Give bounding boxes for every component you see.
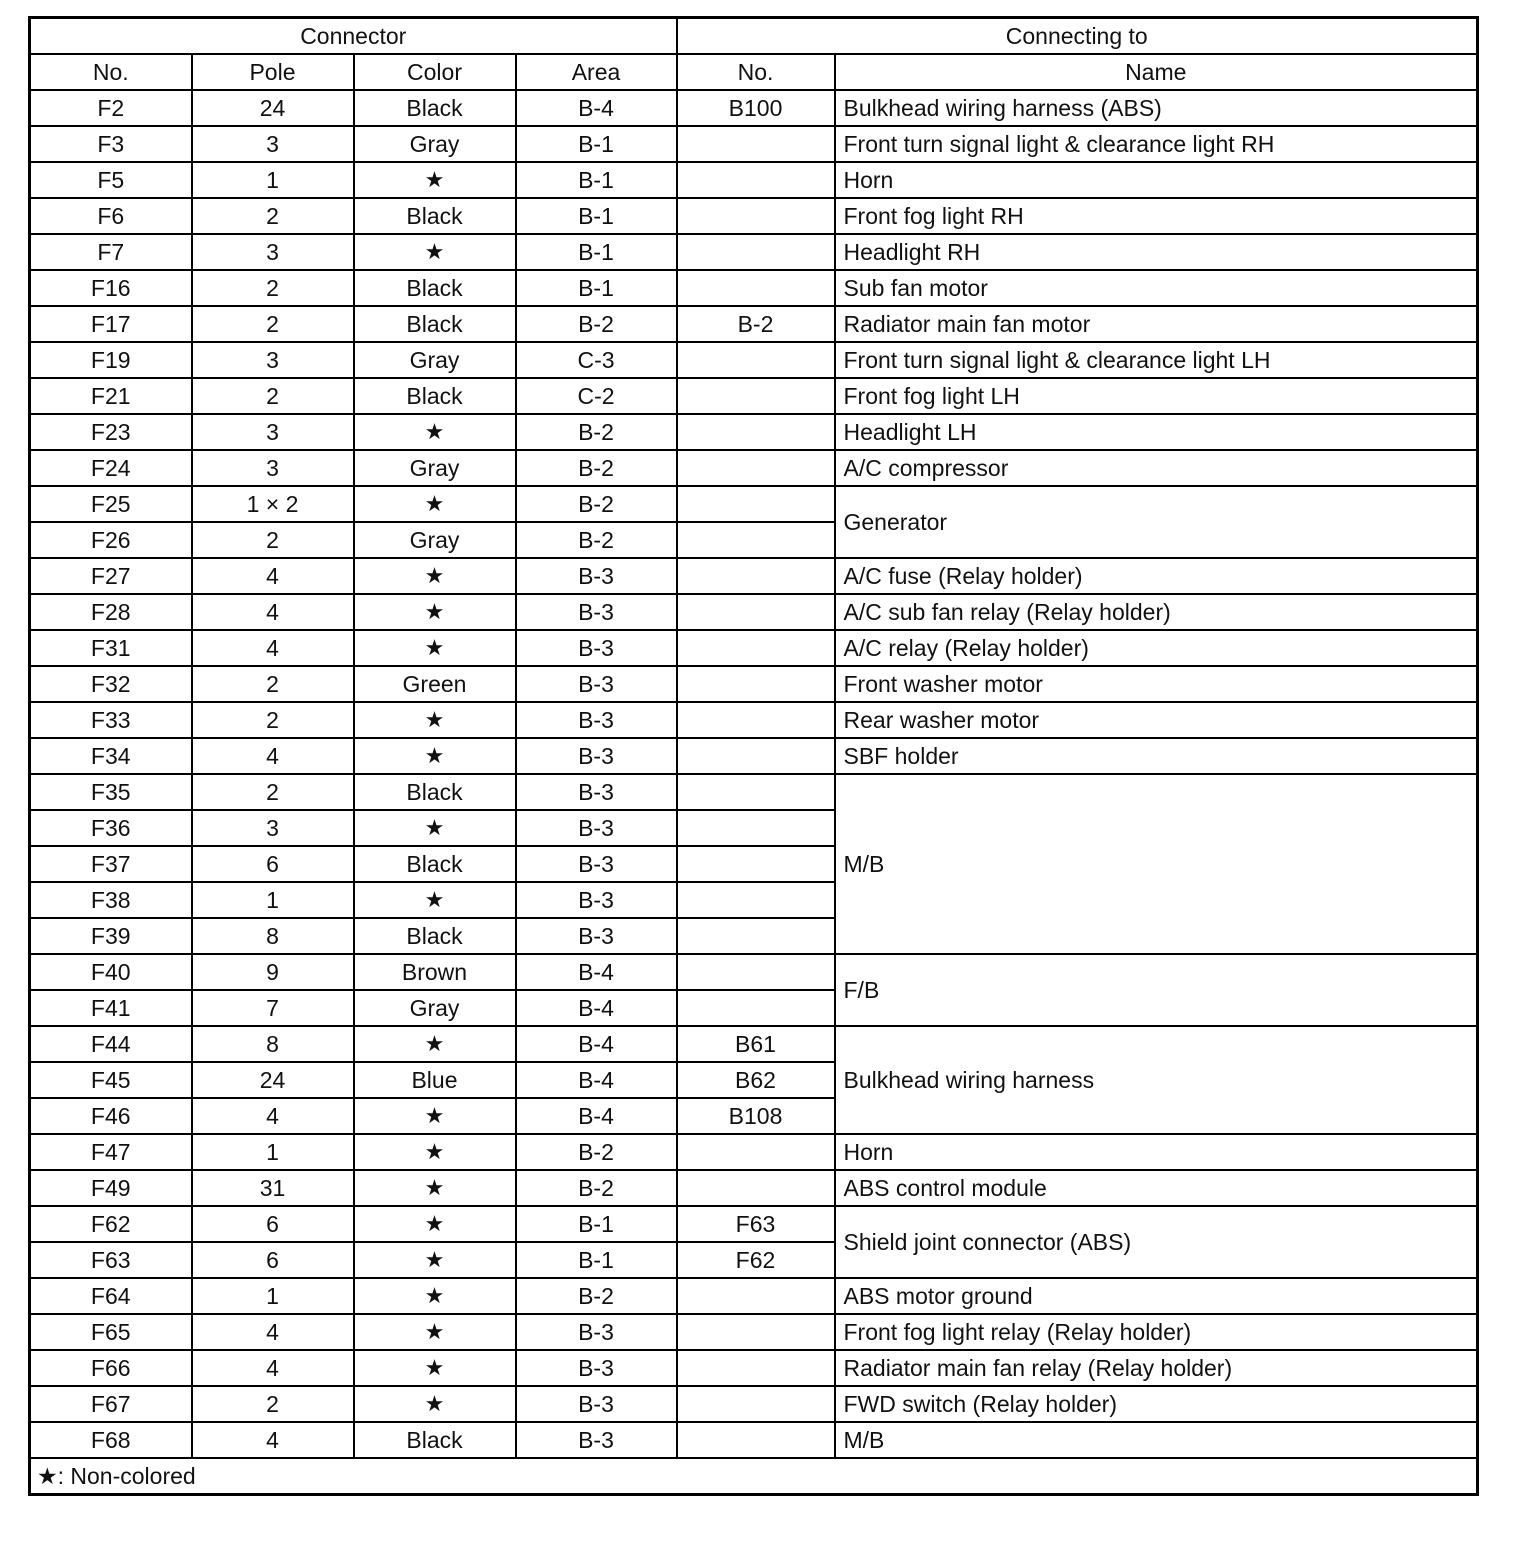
- connecting-no-column-header: No.: [677, 54, 835, 90]
- connecting-no-cell: [677, 1278, 835, 1314]
- color-cell: Gray: [354, 990, 516, 1026]
- area-cell: B-3: [516, 702, 677, 738]
- pole-cell: 6: [192, 1206, 354, 1242]
- color-cell: Gray: [354, 342, 516, 378]
- connecting-to-group-header: Connecting to: [677, 18, 1478, 55]
- connecting-name-cell: A/C compressor: [835, 450, 1478, 486]
- area-cell: C-3: [516, 342, 677, 378]
- area-cell: B-3: [516, 666, 677, 702]
- connecting-name-cell: Front fog light relay (Relay holder): [835, 1314, 1478, 1350]
- table-row: [30, 1206, 1478, 1242]
- connector-no-cell: F62: [30, 1206, 192, 1242]
- area-cell: B-3: [516, 1350, 677, 1386]
- connector-no-cell: F37: [30, 846, 192, 882]
- table-row: [30, 1170, 1478, 1206]
- color-cell: Black: [354, 1422, 516, 1458]
- color-cell: Gray: [354, 522, 516, 558]
- pole-cell: 1: [192, 882, 354, 918]
- connecting-name-cell: Horn: [835, 162, 1478, 198]
- connecting-name-cell: F/B: [835, 954, 1478, 1026]
- pole-cell: 4: [192, 594, 354, 630]
- table-row: [30, 1386, 1478, 1422]
- connecting-name-cell: Front turn signal light & clearance light RH: [835, 126, 1478, 162]
- connecting-name-cell: Headlight LH: [835, 414, 1478, 450]
- table-row: [30, 702, 1478, 738]
- area-cell: B-1: [516, 198, 677, 234]
- color-cell: Brown: [354, 954, 516, 990]
- connector-no-cell: F16: [30, 270, 192, 306]
- color-cell: Black: [354, 270, 516, 306]
- name-column-header: Name: [835, 54, 1478, 90]
- area-cell: B-2: [516, 522, 677, 558]
- pole-cell: 4: [192, 1098, 354, 1134]
- connector-no-cell: F17: [30, 306, 192, 342]
- color-cell: ★: [354, 594, 516, 630]
- pole-cell: 1: [192, 162, 354, 198]
- color-cell: ★: [354, 1026, 516, 1062]
- connecting-no-cell: [677, 990, 835, 1026]
- footnote-row: [30, 1458, 1478, 1495]
- connecting-no-cell: B61: [677, 1026, 835, 1062]
- pole-cell: 2: [192, 198, 354, 234]
- color-cell: ★: [354, 1314, 516, 1350]
- pole-cell: 9: [192, 954, 354, 990]
- connecting-no-cell: B-2: [677, 306, 835, 342]
- pole-cell: 1: [192, 1134, 354, 1170]
- connector-no-cell: F6: [30, 198, 192, 234]
- connecting-name-cell: Sub fan motor: [835, 270, 1478, 306]
- color-cell: ★: [354, 1386, 516, 1422]
- color-cell: ★: [354, 1170, 516, 1206]
- area-cell: B-1: [516, 1242, 677, 1278]
- table-row: [30, 270, 1478, 306]
- table-row: [30, 1026, 1478, 1062]
- connector-table-sheet: [28, 16, 1476, 1496]
- color-cell: ★: [354, 1098, 516, 1134]
- table-row: [30, 954, 1478, 990]
- area-cell: B-4: [516, 990, 677, 1026]
- table-row: [30, 162, 1478, 198]
- connector-no-cell: F2: [30, 90, 192, 126]
- connecting-name-cell: A/C sub fan relay (Relay holder): [835, 594, 1478, 630]
- connector-no-cell: F38: [30, 882, 192, 918]
- color-cell: ★: [354, 1134, 516, 1170]
- connector-no-cell: F65: [30, 1314, 192, 1350]
- pole-cell: 4: [192, 1314, 354, 1350]
- connecting-no-cell: [677, 738, 835, 774]
- area-cell: B-4: [516, 90, 677, 126]
- area-cell: C-2: [516, 378, 677, 414]
- connecting-name-cell: Front fog light LH: [835, 378, 1478, 414]
- column-header-row: [30, 54, 1478, 90]
- pole-cell: 2: [192, 306, 354, 342]
- connector-no-cell: F36: [30, 810, 192, 846]
- pole-column-header: Pole: [192, 54, 354, 90]
- pole-cell: 3: [192, 126, 354, 162]
- connecting-no-cell: [677, 1314, 835, 1350]
- connector-no-cell: F68: [30, 1422, 192, 1458]
- connecting-no-cell: [677, 1134, 835, 1170]
- pole-cell: 4: [192, 738, 354, 774]
- connecting-no-cell: [677, 774, 835, 810]
- area-cell: B-2: [516, 306, 677, 342]
- connecting-name-cell: Shield joint connector (ABS): [835, 1206, 1478, 1278]
- connecting-no-cell: [677, 1386, 835, 1422]
- table-row: [30, 666, 1478, 702]
- connecting-no-cell: [677, 414, 835, 450]
- color-cell: Black: [354, 90, 516, 126]
- area-cell: B-3: [516, 594, 677, 630]
- area-cell: B-2: [516, 1134, 677, 1170]
- pole-cell: 3: [192, 414, 354, 450]
- color-cell: Black: [354, 774, 516, 810]
- color-cell: ★: [354, 738, 516, 774]
- group-header-row: [30, 18, 1478, 55]
- connecting-no-cell: [677, 1170, 835, 1206]
- connector-no-cell: F26: [30, 522, 192, 558]
- color-cell: Gray: [354, 126, 516, 162]
- connecting-no-cell: [677, 234, 835, 270]
- color-cell: ★: [354, 414, 516, 450]
- area-cell: B-3: [516, 558, 677, 594]
- area-cell: B-3: [516, 1386, 677, 1422]
- area-cell: B-4: [516, 1098, 677, 1134]
- connecting-no-cell: [677, 522, 835, 558]
- connecting-no-cell: [677, 702, 835, 738]
- area-cell: B-1: [516, 126, 677, 162]
- connecting-no-cell: [677, 630, 835, 666]
- pole-cell: 3: [192, 450, 354, 486]
- connecting-no-cell: F62: [677, 1242, 835, 1278]
- connector-no-cell: F3: [30, 126, 192, 162]
- connecting-no-cell: [677, 270, 835, 306]
- connecting-name-cell: M/B: [835, 1422, 1478, 1458]
- connecting-name-cell: FWD switch (Relay holder): [835, 1386, 1478, 1422]
- area-cell: B-3: [516, 1314, 677, 1350]
- footnote: ★: Non-colored: [30, 1458, 1478, 1495]
- table-row: [30, 198, 1478, 234]
- connecting-no-cell: [677, 342, 835, 378]
- table-row: [30, 234, 1478, 270]
- area-cell: B-2: [516, 1170, 677, 1206]
- connecting-no-cell: B100: [677, 90, 835, 126]
- connecting-no-cell: [677, 1422, 835, 1458]
- connecting-no-cell: B62: [677, 1062, 835, 1098]
- table-row: [30, 306, 1478, 342]
- table-row: [30, 1350, 1478, 1386]
- color-cell: ★: [354, 810, 516, 846]
- connecting-no-cell: [677, 1350, 835, 1386]
- connecting-name-cell: M/B: [835, 774, 1478, 954]
- color-column-header: Color: [354, 54, 516, 90]
- area-cell: B-4: [516, 1026, 677, 1062]
- color-cell: ★: [354, 882, 516, 918]
- table-row: [30, 1422, 1478, 1458]
- connecting-name-cell: Bulkhead wiring harness: [835, 1026, 1478, 1134]
- pole-cell: 2: [192, 702, 354, 738]
- connector-no-cell: F63: [30, 1242, 192, 1278]
- pole-cell: 7: [192, 990, 354, 1026]
- table-row: [30, 1278, 1478, 1314]
- connecting-no-cell: [677, 558, 835, 594]
- table-row: [30, 1134, 1478, 1170]
- pole-cell: 1 × 2: [192, 486, 354, 522]
- connector-table: [28, 16, 1479, 1496]
- color-cell: Blue: [354, 1062, 516, 1098]
- area-cell: B-2: [516, 486, 677, 522]
- pole-cell: 2: [192, 1386, 354, 1422]
- connector-no-cell: F19: [30, 342, 192, 378]
- connector-no-cell: F35: [30, 774, 192, 810]
- color-cell: ★: [354, 702, 516, 738]
- connecting-no-cell: [677, 486, 835, 522]
- pole-cell: 6: [192, 1242, 354, 1278]
- area-cell: B-2: [516, 414, 677, 450]
- table-row: [30, 630, 1478, 666]
- area-cell: B-4: [516, 954, 677, 990]
- pole-cell: 4: [192, 558, 354, 594]
- table-row: [30, 774, 1478, 810]
- color-cell: ★: [354, 162, 516, 198]
- table-row: [30, 450, 1478, 486]
- connecting-name-cell: ABS motor ground: [835, 1278, 1478, 1314]
- connector-no-cell: F40: [30, 954, 192, 990]
- table-row: [30, 414, 1478, 450]
- area-column-header: Area: [516, 54, 677, 90]
- connecting-name-cell: Front washer motor: [835, 666, 1478, 702]
- connector-no-cell: F49: [30, 1170, 192, 1206]
- connecting-name-cell: SBF holder: [835, 738, 1478, 774]
- pole-cell: 3: [192, 342, 354, 378]
- connecting-name-cell: Front fog light RH: [835, 198, 1478, 234]
- connector-no-cell: F34: [30, 738, 192, 774]
- connector-no-cell: F67: [30, 1386, 192, 1422]
- connecting-no-cell: [677, 954, 835, 990]
- connector-no-cell: F7: [30, 234, 192, 270]
- connector-no-cell: F31: [30, 630, 192, 666]
- table-row: [30, 126, 1478, 162]
- pole-cell: 2: [192, 270, 354, 306]
- color-cell: Black: [354, 846, 516, 882]
- connecting-name-cell: Generator: [835, 486, 1478, 558]
- pole-cell: 4: [192, 1350, 354, 1386]
- connecting-name-cell: Front turn signal light & clearance light LH: [835, 342, 1478, 378]
- color-cell: ★: [354, 1242, 516, 1278]
- pole-cell: 3: [192, 234, 354, 270]
- table-row: [30, 558, 1478, 594]
- connector-no-cell: F25: [30, 486, 192, 522]
- connector-no-cell: F66: [30, 1350, 192, 1386]
- connecting-no-cell: B108: [677, 1098, 835, 1134]
- connecting-name-cell: Headlight RH: [835, 234, 1478, 270]
- connector-no-cell: F39: [30, 918, 192, 954]
- pole-cell: 2: [192, 522, 354, 558]
- connecting-name-cell: Radiator main fan motor: [835, 306, 1478, 342]
- connecting-no-cell: [677, 594, 835, 630]
- connector-no-cell: F23: [30, 414, 192, 450]
- connecting-no-cell: [677, 666, 835, 702]
- connecting-name-cell: A/C relay (Relay holder): [835, 630, 1478, 666]
- color-cell: ★: [354, 486, 516, 522]
- connecting-name-cell: Radiator main fan relay (Relay holder): [835, 1350, 1478, 1386]
- pole-cell: 8: [192, 918, 354, 954]
- color-cell: Black: [354, 198, 516, 234]
- pole-cell: 2: [192, 378, 354, 414]
- connecting-no-cell: [677, 846, 835, 882]
- color-cell: ★: [354, 630, 516, 666]
- connecting-no-cell: [677, 450, 835, 486]
- connecting-no-cell: F63: [677, 1206, 835, 1242]
- connector-no-cell: F24: [30, 450, 192, 486]
- connector-no-cell: F21: [30, 378, 192, 414]
- connector-no-cell: F45: [30, 1062, 192, 1098]
- no-column-header: No.: [30, 54, 192, 90]
- pole-cell: 3: [192, 810, 354, 846]
- area-cell: B-3: [516, 630, 677, 666]
- connector-no-cell: F33: [30, 702, 192, 738]
- area-cell: B-3: [516, 774, 677, 810]
- pole-cell: 4: [192, 1422, 354, 1458]
- pole-cell: 1: [192, 1278, 354, 1314]
- table-row: [30, 342, 1478, 378]
- connector-no-cell: F41: [30, 990, 192, 1026]
- connector-no-cell: F47: [30, 1134, 192, 1170]
- connecting-name-cell: ABS control module: [835, 1170, 1478, 1206]
- pole-cell: 24: [192, 1062, 354, 1098]
- area-cell: B-3: [516, 810, 677, 846]
- area-cell: B-1: [516, 270, 677, 306]
- connecting-no-cell: [677, 126, 835, 162]
- connector-no-cell: F44: [30, 1026, 192, 1062]
- table-row: [30, 90, 1478, 126]
- connector-no-cell: F32: [30, 666, 192, 702]
- color-cell: Black: [354, 378, 516, 414]
- connecting-no-cell: [677, 882, 835, 918]
- area-cell: B-2: [516, 1278, 677, 1314]
- table-row: [30, 1314, 1478, 1350]
- pole-cell: 24: [192, 90, 354, 126]
- connecting-name-cell: A/C fuse (Relay holder): [835, 558, 1478, 594]
- area-cell: B-3: [516, 918, 677, 954]
- color-cell: Gray: [354, 450, 516, 486]
- connecting-name-cell: Bulkhead wiring harness (ABS): [835, 90, 1478, 126]
- table-body: [30, 90, 1478, 1458]
- area-cell: B-3: [516, 846, 677, 882]
- area-cell: B-3: [516, 738, 677, 774]
- pole-cell: 4: [192, 630, 354, 666]
- color-cell: Black: [354, 306, 516, 342]
- table-row: [30, 738, 1478, 774]
- connector-no-cell: F64: [30, 1278, 192, 1314]
- connector-no-cell: F5: [30, 162, 192, 198]
- connector-no-cell: F28: [30, 594, 192, 630]
- area-cell: B-4: [516, 1062, 677, 1098]
- connector-group-header: Connector: [30, 18, 677, 55]
- color-cell: ★: [354, 1350, 516, 1386]
- pole-cell: 8: [192, 1026, 354, 1062]
- pole-cell: 31: [192, 1170, 354, 1206]
- pole-cell: 6: [192, 846, 354, 882]
- connecting-name-cell: Rear washer motor: [835, 702, 1478, 738]
- color-cell: Green: [354, 666, 516, 702]
- connecting-no-cell: [677, 810, 835, 846]
- color-cell: ★: [354, 1206, 516, 1242]
- connector-no-cell: F46: [30, 1098, 192, 1134]
- connecting-name-cell: Horn: [835, 1134, 1478, 1170]
- color-cell: ★: [354, 1278, 516, 1314]
- area-cell: B-1: [516, 162, 677, 198]
- pole-cell: 2: [192, 666, 354, 702]
- connecting-no-cell: [677, 162, 835, 198]
- connecting-no-cell: [677, 918, 835, 954]
- color-cell: ★: [354, 558, 516, 594]
- area-cell: B-1: [516, 1206, 677, 1242]
- area-cell: B-2: [516, 450, 677, 486]
- connecting-no-cell: [677, 378, 835, 414]
- table-row: [30, 378, 1478, 414]
- connector-no-cell: F27: [30, 558, 192, 594]
- area-cell: B-3: [516, 1422, 677, 1458]
- area-cell: B-3: [516, 882, 677, 918]
- color-cell: ★: [354, 234, 516, 270]
- table-row: [30, 486, 1478, 522]
- connecting-no-cell: [677, 198, 835, 234]
- area-cell: B-1: [516, 234, 677, 270]
- color-cell: Black: [354, 918, 516, 954]
- pole-cell: 2: [192, 774, 354, 810]
- table-row: [30, 594, 1478, 630]
